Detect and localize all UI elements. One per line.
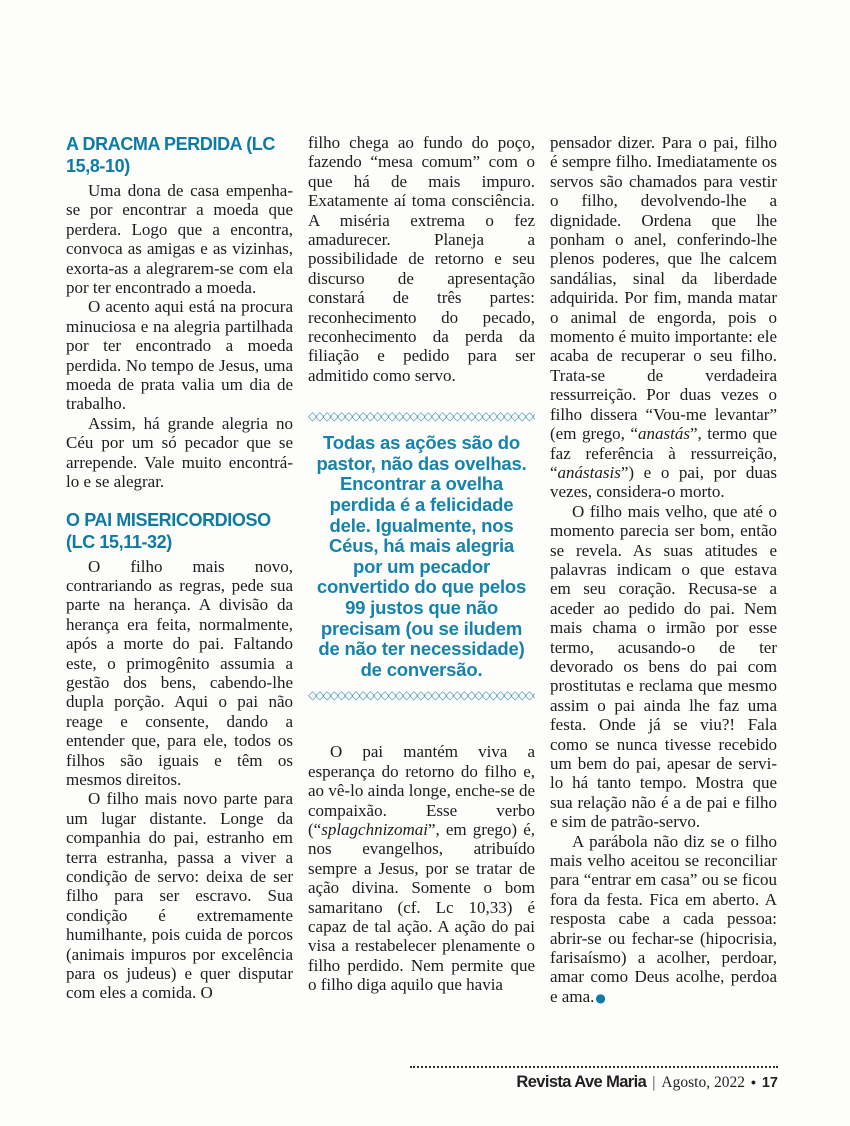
column-2 [308,133,535,1008]
body-paragraph [550,832,777,1009]
paragraph-run: A parábola não diz se o filho mais velho aceitou se reconciliar para “entrar em casa” ou se ficou fora da festa. Fica em aberto. A resposta cabe a cada pessoa: abrir-se ou fechar-se (hipocrisia, farisaísmo) a acolher, perdoar, amar como Deus acolhe, perdoa e ama. [550,831,777,1006]
body-paragraph [308,742,535,994]
paragraph-run: O pai mantém viva a esperança do retorno do filho e, ao vê-lo ainda longe, enche-se de compaixão. Esse verbo (“ [308,742,535,840]
body-paragraph-continued: filho chega ao fundo do poço, fazendo “mesa comum” com o que há de mais impuro. Exatamente aí toma consciência. A miséria extrema o fez amadurecer. Planeja a possibilidade de retorno e seu discurso de apresentação constará de três partes: reconhecimento do pecado, reconhecimento da perda da filiação e pedido para ser admitido como servo. [308,133,535,385]
section-heading-pai-misericordioso: O PAI MISERICORDIOSO (LC 15,11-32) [66,509,271,552]
column-3 [550,133,777,1008]
body-paragraph: O filho mais novo parte para um lugar distante. Longe da companhia do pai, estranho em terra estranha, passa a viver a condição de servo: deixa de ser filho para ser escravo. Sua condição é extremamente humilhante, pois cuida de porcos (animais impuros por excelência para os judeus) e quer disputar com eles a comida. O [66,789,293,1003]
body-paragraph: O filho mais novo, contrariando as regras, pede sua parte na herança. A divisão da herança era feita, normalmente, após a morte do pai. Faltando este, o primogênito assumia a gestão dos bens, cabendo-lhe dupla porção. Aqui o pai não reage e consente, dando a entender que, para ele, todos os filhos são iguais e têm os mesmos direitos. [66,556,293,789]
body-paragraph-continued [550,133,777,502]
greek-term-anastasis: anástasis [557,462,621,482]
footer-line [410,1073,778,1092]
diamond-chain-ornament-bottom [308,689,535,702]
body-paragraph: O filho mais velho, que até o momento parecia ser bom, então se revela. As suas atitudes e palavras indicam o que estava em seu coração. Recusa-se a aceder ao pedido do pai. Nem mais chama o irmão por esse termo, acusando-o de ter devorado os bens do pai com prostitutas e reclama que mesmo assim o pai ainda lhe faz uma festa. Onde já se viu?! Fala como se nunca tivesse recebido um bem do pai, apesar de servi-lo há tanto tempo. Mostra que sua relação não é a de pai e filho e sim de patrão-servo. [550,501,777,832]
article-columns [66,133,777,1008]
diamond-chain-ornament-top [308,410,535,423]
greek-term-anastas: anastás [637,424,690,444]
page-number: 17 [761,1075,778,1091]
issue-date: Agosto, 2022 [661,1074,745,1091]
body-paragraph: Assim, há grande alegria no Céu por um só pecador que se arrepende. Vale muito encontrá-lo e se alegrar. [66,413,293,492]
section-heading-dracma-perdida: A DRACMA PERDIDA (LC 15,8-10) [66,134,275,176]
page-footer [410,1066,778,1092]
footer-bullet: • [750,1074,756,1090]
body-paragraph: Uma dona de casa empenha-se por encontrar a moeda que perdera. Logo que a encontra, convoca as amigas e as vizinhas, exorta-as a alegrarem-se com ela por ter encontrado a moeda. [66,181,293,298]
greek-term-splagchnizomai: splagchnizomai [321,820,428,840]
magazine-title: Revista Ave Maria [516,1073,647,1091]
paragraph-run: ”, termo que faz referência à ressurreição, “ [550,424,777,482]
paragraph-run: ”) e o pai, por duas vezes, considera-o morto. [550,462,777,502]
pull-quote-section [308,410,535,702]
pull-quote: Todas as ações são do pastor, não das ovelhas. Encontrar a ovelha perdida é a felicidade dele. Igualmente, nos Céus, há mais alegria por um pecador convertido do que pelos 99 justos que não precisam (ou se iludem de não ter necessidade) de conversão. [316,432,527,680]
column-1 [66,133,293,1008]
end-of-article-dot-icon: ● [595,990,606,1005]
paragraph-run: pensador dizer. Para o pai, filho é sempre filho. Imediatamente os servos são chamados para vestir o filho, devolvendo-lhe a dignidade. Ordena que lhe ponham o anel, conferindo-lhe plenos poderes, que lhe calcem sandálias, sinal da liberdade adquirida. Por fim, manda matar o animal de engorda, pois o momento é muito importante: ele acaba de recuperar o seu filho. Trata-se de verdadeira ressurreição. Por duas vezes o filho dissera “Vou-me levantar” (em grego, “ [550,133,777,444]
paragraph-run: ”, em grego) é, nos evangelhos, atribuído sempre a Jesus, por se tratar de ação divina. Somente o bom samaritano (cf. Lc 10,33) é capaz de tal ação. A ação do pai visa a restabelecer plenamente o filho perdido. Nem permite que o filho diga aquilo que havia [308,820,535,995]
footer-separator: | [652,1074,656,1091]
body-paragraph: O acento aqui está na procura minuciosa e na alegria partilhada por ter encontrado a moeda perdida. No tempo de Jesus, uma moeda de prata valia um dia de trabalho. [66,297,293,414]
